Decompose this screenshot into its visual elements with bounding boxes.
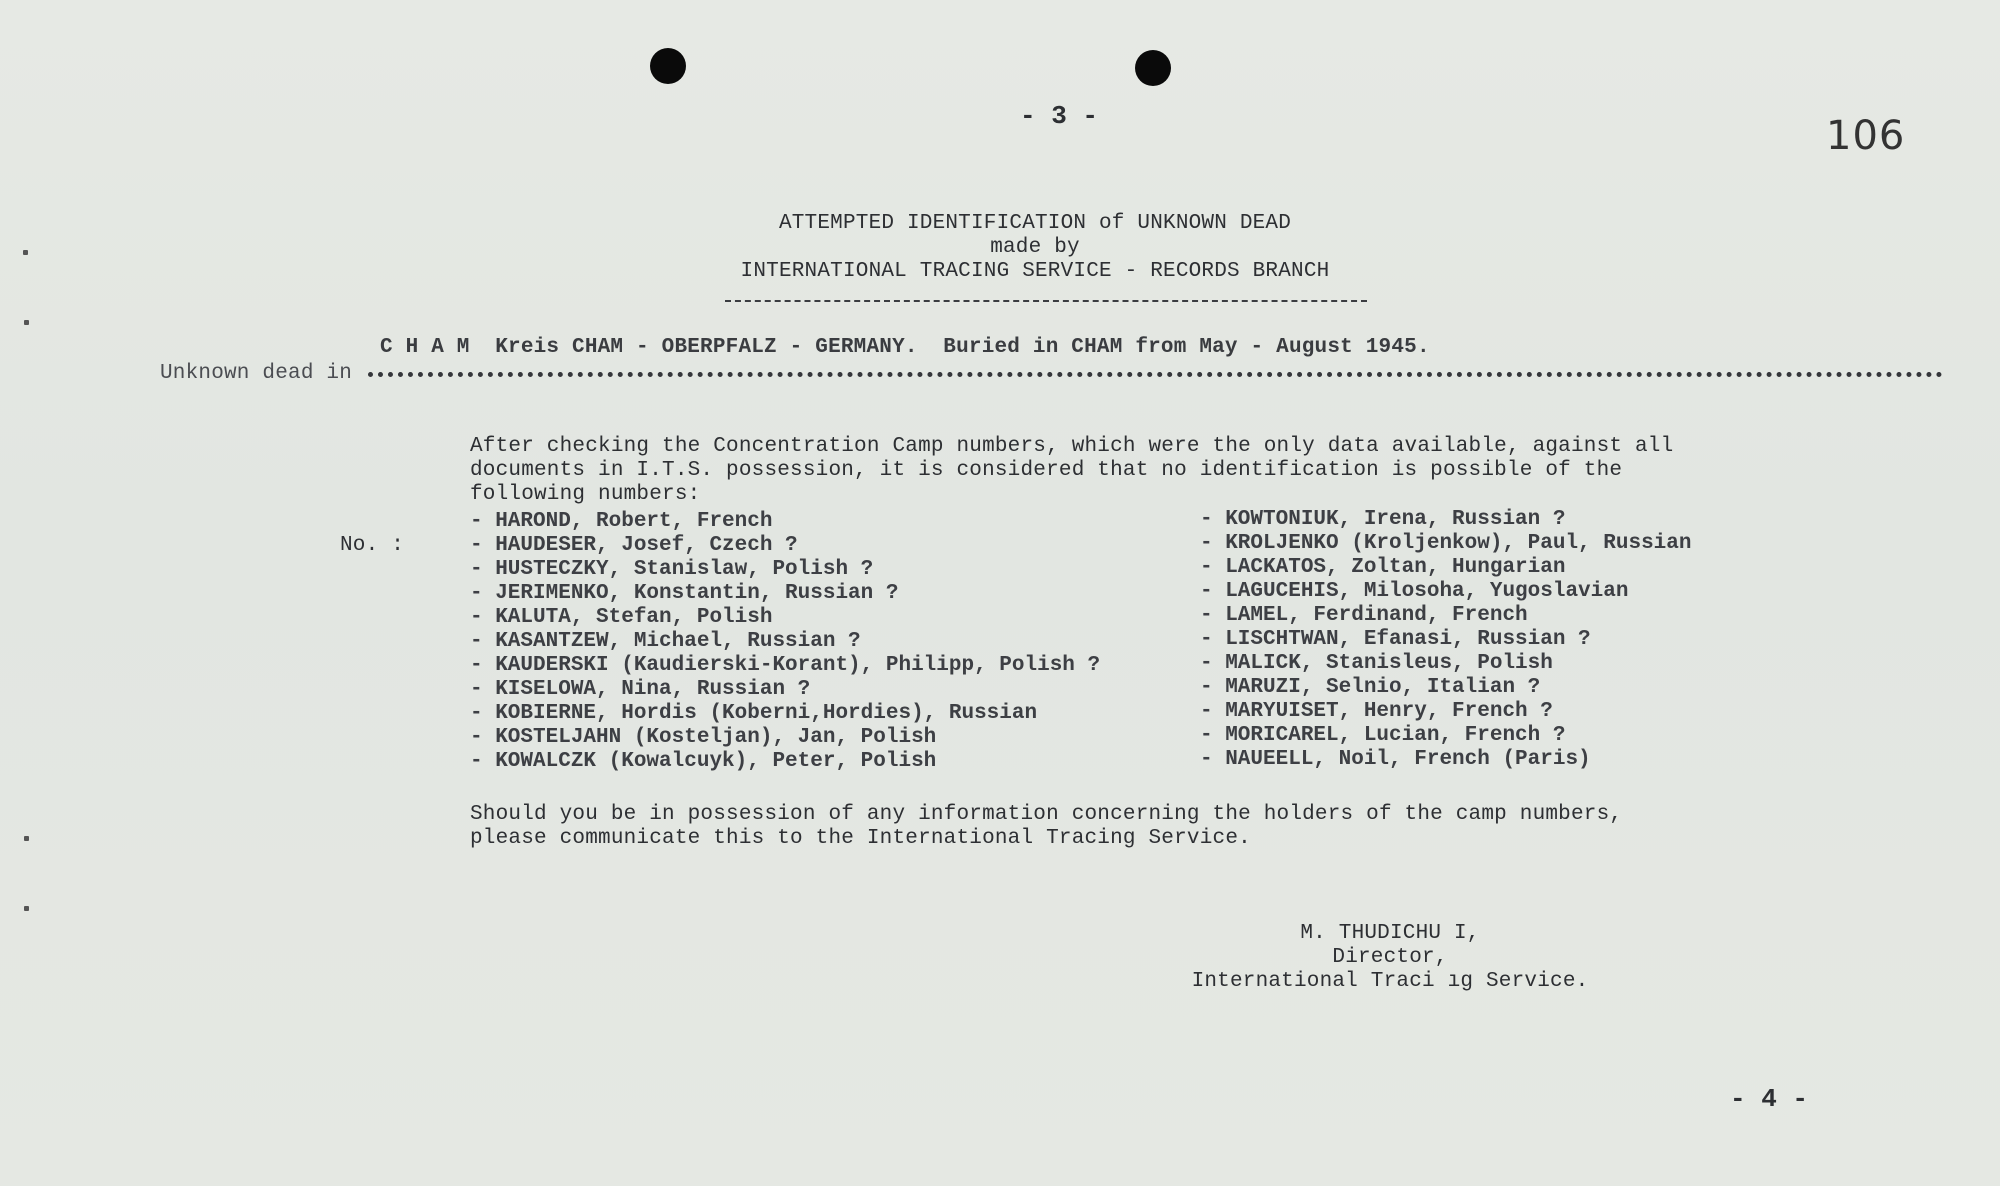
list-item: - KOWALCZK (Kowalcuyk), Peter, Polish bbox=[470, 750, 937, 773]
unknown-dead-list-right bbox=[1200, 508, 1691, 772]
list-item: - LAGUCEHIS, Milosoha, Yugoslavian bbox=[1200, 580, 1629, 603]
signature-title: Director, bbox=[1332, 946, 1448, 969]
punch-hole-left bbox=[650, 48, 686, 84]
next-page-marker: - 4 - bbox=[1730, 1084, 1809, 1114]
list-item: - MORICAREL, Lucian, French ? bbox=[1200, 724, 1566, 747]
closing-line-1: Should you be in possession of any information concerning the holders of the camp numbers, bbox=[470, 803, 1623, 826]
list-item: - HUSTECZKY, Stanislaw, Polish ? bbox=[470, 558, 874, 581]
location-value: C H A M Kreis CHAM - OBERPFALZ - GERMANY. Buried in CHAM from May - August 1945. bbox=[380, 336, 1430, 359]
list-item: - KOSTELJAHN (Kosteljan), Jan, Polish bbox=[470, 726, 937, 749]
signature-name: M. THUDICHU I, bbox=[1300, 922, 1480, 945]
list-item: - KOBIERNE, Hordis (Koberni,Hordies), Russian bbox=[470, 702, 1038, 725]
location-dotted-line bbox=[368, 372, 1943, 377]
punch-hole-right bbox=[1135, 50, 1171, 86]
margin-mark bbox=[23, 250, 28, 255]
list-item: - KOWTONIUK, Irena, Russian ? bbox=[1200, 508, 1566, 531]
title-line-3: INTERNATIONAL TRACING SERVICE - RECORDS BRANCH bbox=[740, 260, 1330, 283]
title-underline bbox=[725, 300, 1367, 302]
list-item: - KALUTA, Stefan, Polish bbox=[470, 606, 773, 629]
list-item: - KAUDERSKI (Kaudierski-Korant), Philipp, Polish ? bbox=[470, 654, 1101, 677]
location-label: Unknown dead in bbox=[160, 362, 353, 385]
archive-stamp-number: 106 bbox=[1826, 113, 1906, 159]
intro-line-3: following numbers: bbox=[470, 483, 701, 506]
page-marker: - 3 - bbox=[1020, 101, 1099, 131]
title-line-2: made by bbox=[990, 236, 1080, 259]
list-item: - JERIMENKO, Konstantin, Russian ? bbox=[470, 582, 899, 605]
list-item: - KROLJENKO (Kroljenkow), Paul, Russian bbox=[1200, 532, 1692, 555]
numbers-label: No. : bbox=[340, 534, 405, 557]
list-item: - LAMEL, Ferdinand, French bbox=[1200, 604, 1528, 627]
list-item: - HAUDESER, Josef, Czech ? bbox=[470, 534, 798, 557]
list-item: - NAUEELL, Noil, French (Paris) bbox=[1200, 748, 1591, 771]
list-item: - MARUZI, Selnio, Italian ? bbox=[1200, 676, 1541, 699]
list-item: - LACKATOS, Zoltan, Hungarian bbox=[1200, 556, 1566, 579]
closing-line-2: please communicate this to the International Tracing Service. bbox=[470, 827, 1251, 850]
intro-line-2: documents in I.T.S. possession, it is considered that no identification is possible of the bbox=[470, 459, 1623, 482]
margin-mark bbox=[24, 906, 29, 911]
list-item: - MALICK, Stanisleus, Polish bbox=[1200, 652, 1553, 675]
signature-org: International Traci ıg Service. bbox=[1191, 970, 1589, 993]
list-item: - KASANTZEW, Michael, Russian ? bbox=[470, 630, 861, 653]
list-item: - MARYUISET, Henry, French ? bbox=[1200, 700, 1553, 723]
margin-mark bbox=[24, 320, 29, 325]
list-item: - KISELOWA, Nina, Russian ? bbox=[470, 678, 811, 701]
title-line-1: ATTEMPTED IDENTIFICATION of UNKNOWN DEAD bbox=[778, 212, 1292, 235]
list-item: - LISCHTWAN, Efanasi, Russian ? bbox=[1200, 628, 1591, 651]
intro-line-1: After checking the Concentration Camp numbers, which were the only data available, against all bbox=[470, 435, 1674, 458]
margin-mark bbox=[24, 836, 29, 841]
list-item: - HAROND, Robert, French bbox=[470, 510, 773, 533]
unknown-dead-list-left bbox=[470, 510, 1100, 774]
